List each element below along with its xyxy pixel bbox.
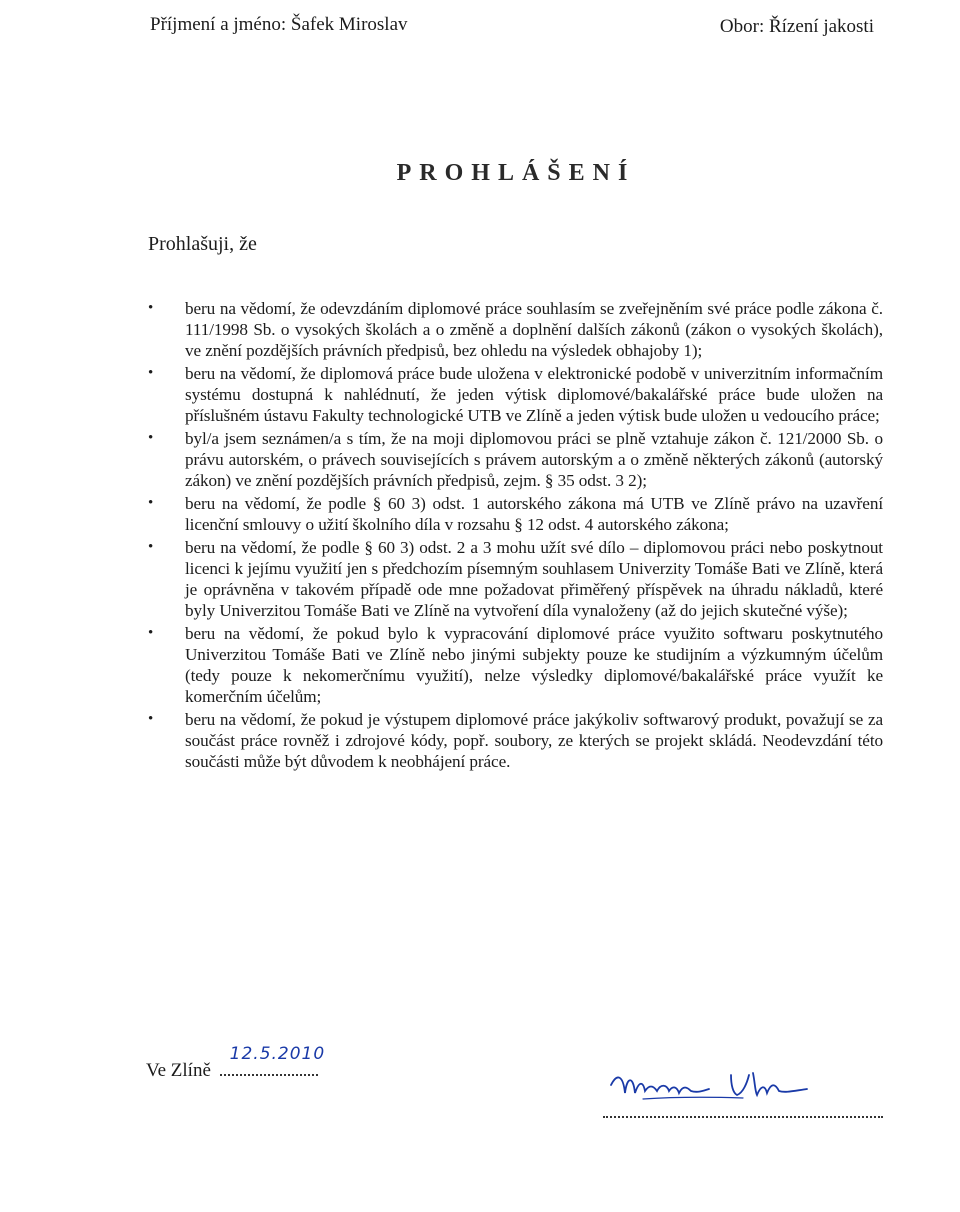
declaration-item: [148, 298, 883, 361]
bullet-icon: •: [148, 711, 154, 727]
declaration-text: beru na vědomí, že diplomová práce bude uložena v elektronické podobě v univerzitním informačním systému dostupná k nahlédnutí, že jeden výtisk diplomové/bakalářské práce bude uložen na příslušném ústavu Fakulty technologické UTB ve Zlíně a jeden výtisk bude uložen u vedoucího práce;: [185, 364, 883, 425]
signature-line: [603, 1116, 883, 1118]
declaration-text: beru na vědomí, že pokud bylo k vypracování diplomové práce využito softwaru poskytnutého Univerzitou Tomáše Bati ve Zlíně nebo jinými subjekty pouze ke studijním a výzkumným účelům (tedy pouze k nekomerčnímu využití), nelze výsledky diplomové/bakalářské práce využít ke komerčním účelům;: [185, 624, 883, 706]
bullet-icon: •: [148, 430, 154, 446]
declaration-item: [148, 428, 883, 491]
place-label: Ve Zlíně: [146, 1060, 211, 1081]
handwritten-date: 12.5.2010: [229, 1044, 326, 1064]
bullet-icon: •: [148, 539, 154, 555]
declaration-item: [148, 537, 883, 621]
declaration-text: beru na vědomí, že podle § 60 3) odst. 2 a 3 mohu užít své dílo – diplomovou práci nebo poskytnout licenci k jejímu využití jen s předchozím písemným souhlasem Univerzity Tomáše Bati ve Zlíně, která je oprávněna v takovém případě ode mne požadovat přiměřený příspěvek na úhradu nákladů, které byly Univerzitou Tomáše Bati ve Zlíně na vytvoření díla vynaloženy (až do jejich skutečné výše);: [185, 538, 883, 620]
bullet-icon: •: [148, 365, 154, 381]
field-header: Obor: Řízení jakosti: [719, 16, 874, 37]
declaration-list: [148, 298, 883, 774]
declaration-text: beru na vědomí, že odevzdáním diplomové práce souhlasím se zveřejněním své práce podle zákona č. 111/1998 Sb. o vysokých školách a o změně a doplnění dalších zákonů (zákon o vysokých školách), ve znění pozdějších právních předpisů, bez ohledu na výsledek obhajoby 1);: [185, 299, 883, 360]
date-field: [220, 1044, 326, 1076]
declaration-item: [148, 493, 883, 535]
declaration-item: [148, 363, 883, 426]
bullet-icon: •: [148, 300, 154, 316]
declaration-text: beru na vědomí, že podle § 60 3) odst. 1 autorského zákona má UTB ve Zlíně právo na uzavření licenční smlouvy o užití školního díla v rozsahu § 12 odst. 4 autorského zákona;: [185, 494, 883, 534]
document-title: PROHLÁŠENÍ: [396, 160, 636, 186]
bullet-icon: •: [148, 495, 154, 511]
intro-text: Prohlašuji, že: [148, 233, 257, 255]
declaration-item: [148, 709, 883, 772]
declaration-text: byl/a jsem seznámen/a s tím, že na moji diplomovou práci se plně vztahuje zákon č. 121/2000 Sb. o právu autorském, o právech souvisejících s právem autorským a o změně některých zákonů (autorský zákon) ve znění pozdějších právních předpisů, zejm. § 35 odst. 3 2);: [185, 429, 883, 490]
handwritten-signature: [603, 1063, 883, 1118]
declaration-text: beru na vědomí, že pokud je výstupem diplomové práce jakýkoliv softwarový produkt, považují se za součást práce rovněž i zdrojové kódy, popř. soubory, ze kterých se projekt skládá. Neodevzdání této součásti může být důvodem k neobhájení práce.: [185, 710, 883, 771]
declaration-item: [148, 623, 883, 707]
name-header: Příjmení a jméno: Šafek Miroslav: [150, 14, 408, 35]
place-date-line: [146, 1044, 326, 1082]
signature-block: [603, 1063, 883, 1118]
bullet-icon: •: [148, 625, 154, 641]
